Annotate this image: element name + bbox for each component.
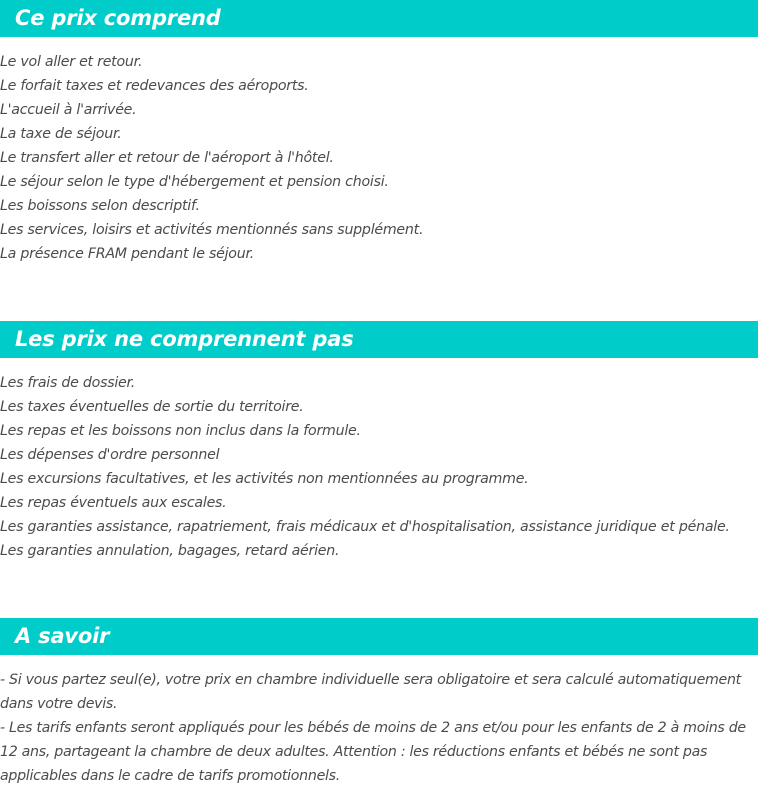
section-title-included: Ce prix comprend <box>15 6 221 30</box>
section-header-not-included <box>0 321 758 358</box>
section-header-included <box>0 0 758 37</box>
section-good-to-know <box>0 618 758 788</box>
section-body-good-to-know <box>0 655 758 788</box>
list-item: Le vol aller et retour. <box>0 54 143 70</box>
paragraph: - Si vous partez seul(e), votre prix en chambre individuelle sera obligatoire et sera calculé automatiquement dans votre devis. <box>0 672 741 712</box>
paragraph: - Les tarifs enfants seront appliqués pour les bébés de moins de 2 ans et/ou pour les enfants de 2 à moins de 12 ans, partageant la chambre de deux adultes. Attention : les réductions enfants et bébés ne sont pas applicables dans le cadre de tarifs promotionnels. <box>0 720 746 784</box>
section-body-included <box>0 37 758 266</box>
list-item: La taxe de séjour. <box>0 126 122 142</box>
list-item: Le forfait taxes et redevances des aéroports. <box>0 78 309 94</box>
section-spacer <box>0 266 758 321</box>
section-title-good-to-know: A savoir <box>15 624 110 648</box>
list-item: Les repas éventuels aux escales. <box>0 495 227 511</box>
list-item: La présence FRAM pendant le séjour. <box>0 246 254 262</box>
list-item: Les garanties assistance, rapatriement, frais médicaux et d'hospitalisation, assistance juridique et pénale. <box>0 519 730 535</box>
list-item: Les boissons selon descriptif. <box>0 198 200 214</box>
list-item: Le séjour selon le type d'hébergement et pension choisi. <box>0 174 389 190</box>
section-header-good-to-know <box>0 618 758 655</box>
list-item: Les frais de dossier. <box>0 375 136 391</box>
list-item: Les dépenses d'ordre personnel <box>0 447 220 463</box>
section-title-not-included: Les prix ne comprennent pas <box>15 327 354 351</box>
list-item: L'accueil à l'arrivée. <box>0 102 137 118</box>
list-item: Les excursions facultatives, et les activités non mentionnées au programme. <box>0 471 529 487</box>
section-body-not-included <box>0 358 758 563</box>
list-item: Les garanties annulation, bagages, retard aérien. <box>0 543 340 559</box>
section-spacer <box>0 563 758 618</box>
list-item: Les services, loisirs et activités mentionnés sans supplément. <box>0 222 424 238</box>
list-item: Les repas et les boissons non inclus dans la formule. <box>0 423 361 439</box>
section-included <box>0 0 758 266</box>
section-not-included <box>0 321 758 563</box>
list-item: Les taxes éventuelles de sortie du territoire. <box>0 399 304 415</box>
list-item: Le transfert aller et retour de l'aéroport à l'hôtel. <box>0 150 334 166</box>
